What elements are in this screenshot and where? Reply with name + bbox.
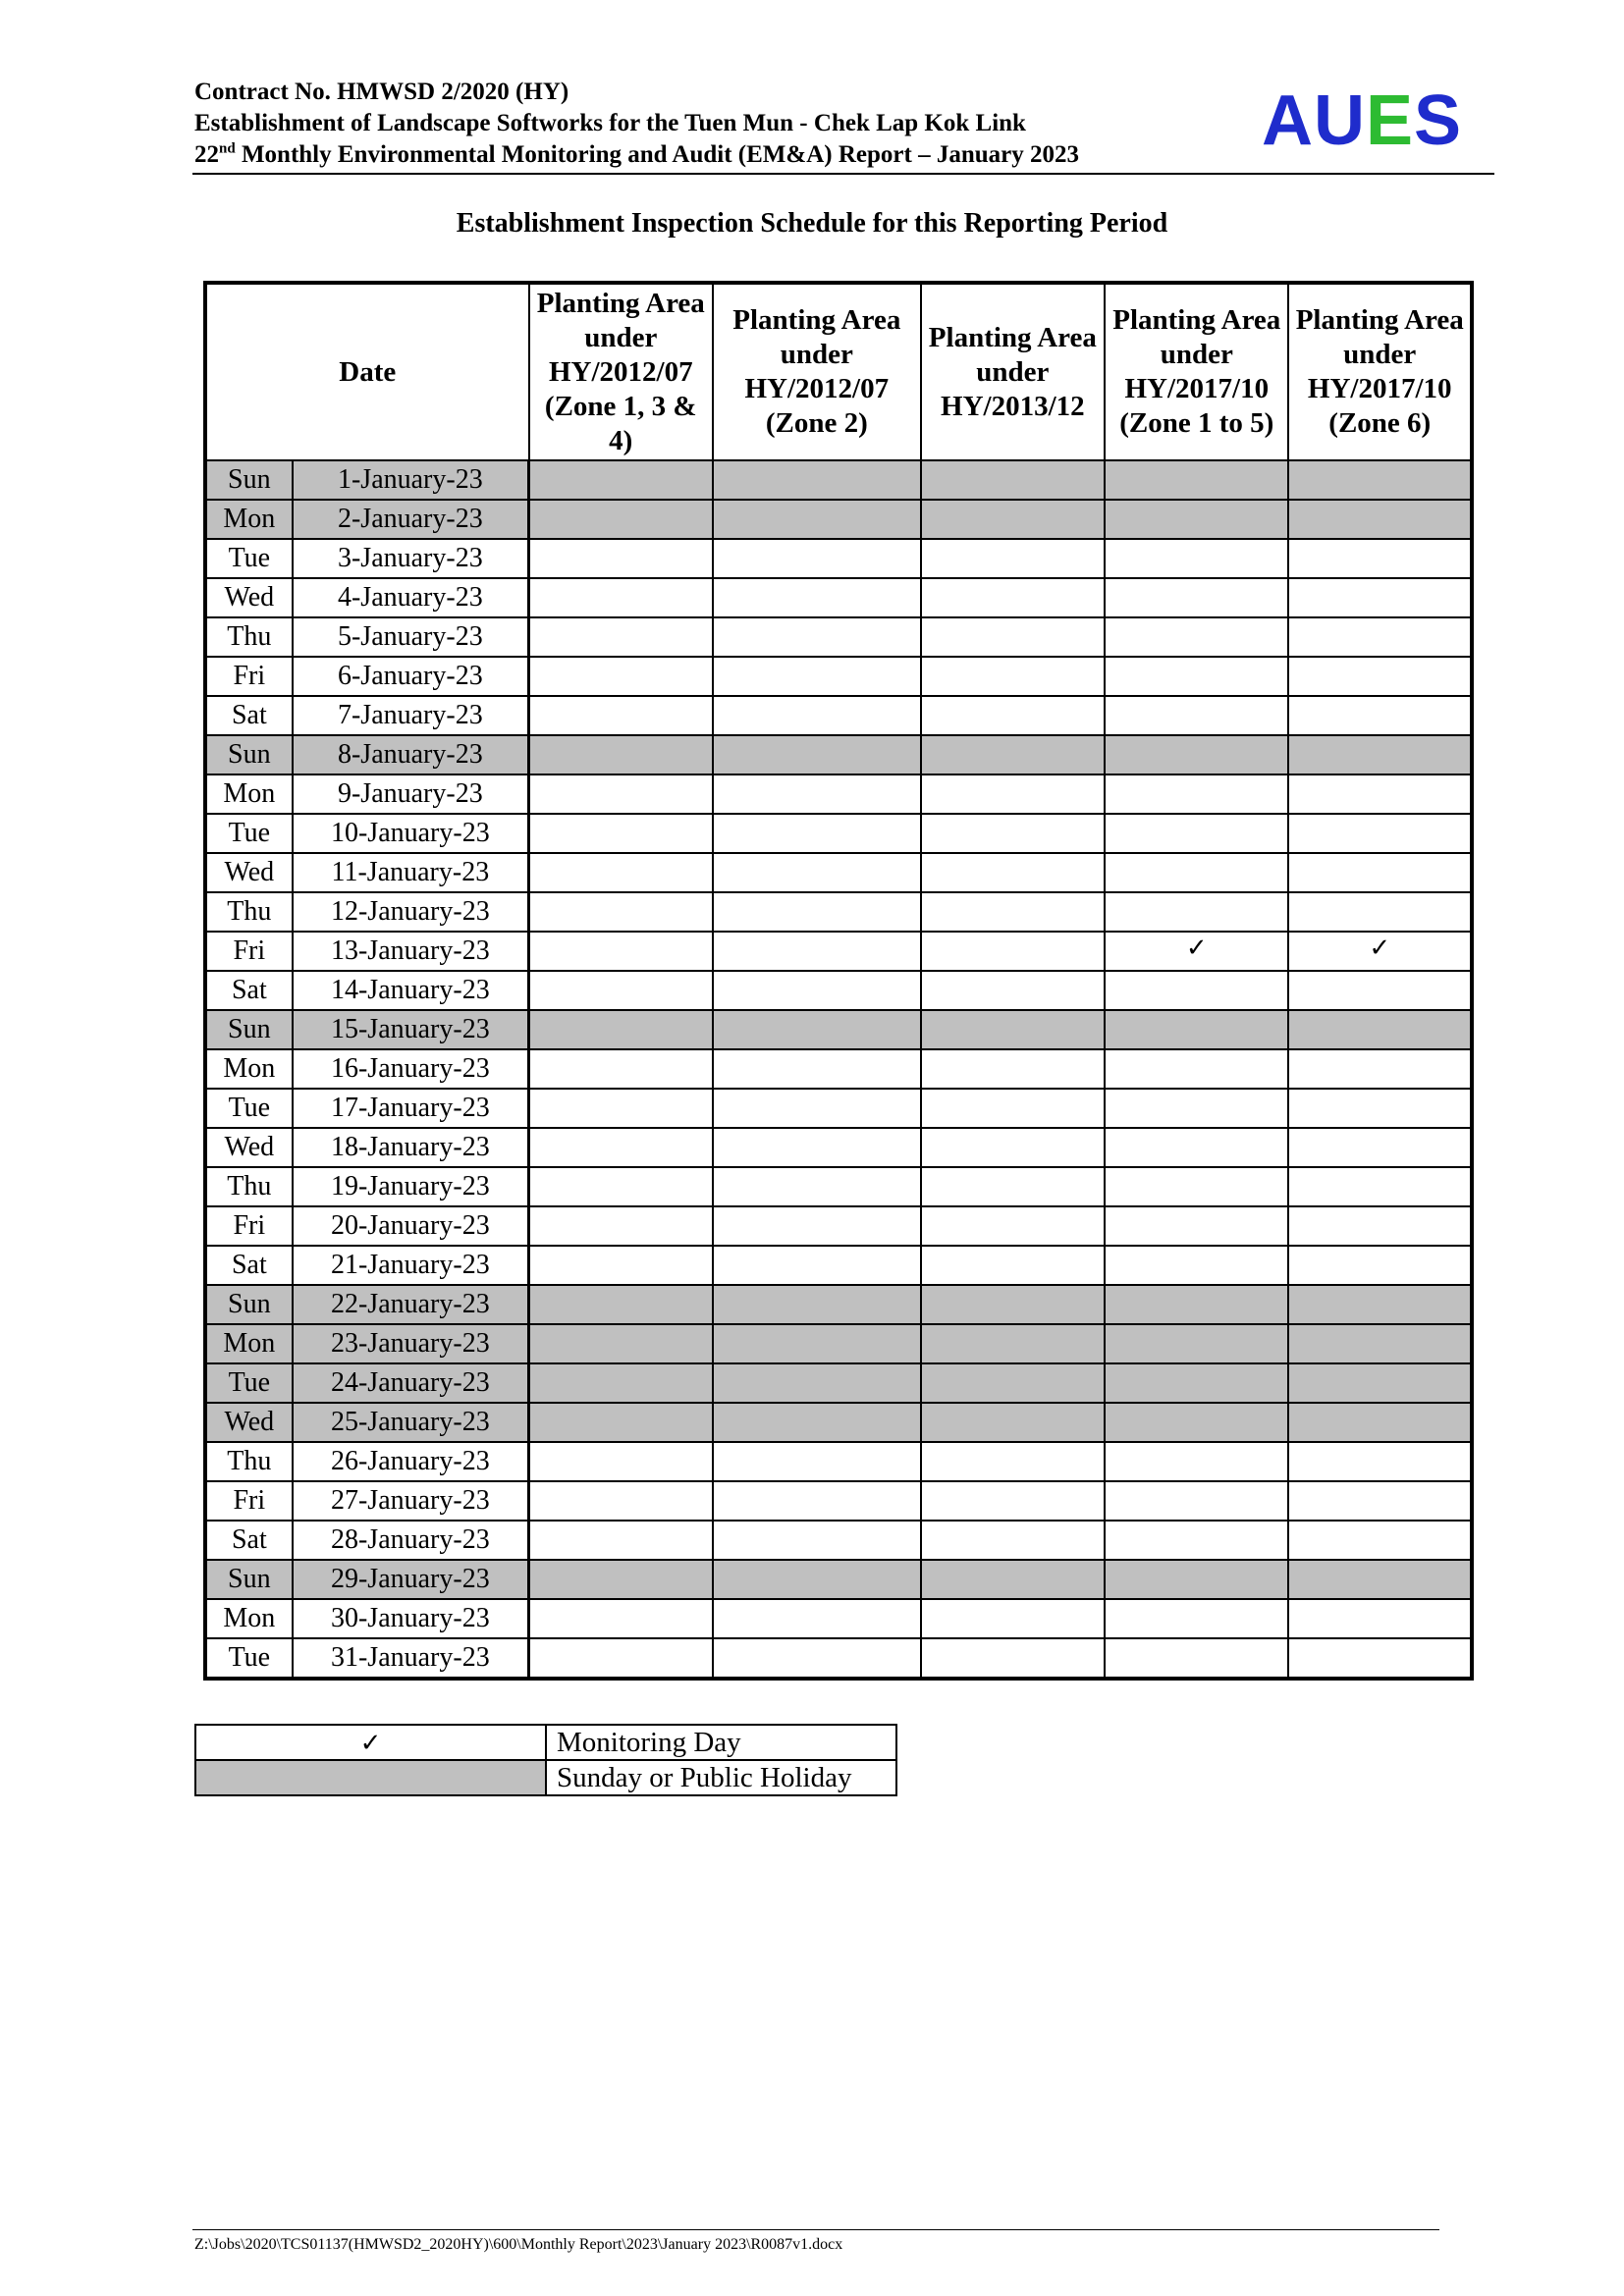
inspection-cell	[921, 578, 1105, 617]
inspection-cell	[713, 1638, 921, 1679]
day-of-week-cell: Wed	[205, 853, 293, 892]
table-row	[205, 1363, 1472, 1403]
table-row	[205, 814, 1472, 853]
footer-divider	[192, 2229, 1439, 2230]
inspection-cell	[1105, 1599, 1288, 1638]
day-of-week-cell: Tue	[205, 1363, 293, 1403]
inspection-cell	[921, 1089, 1105, 1128]
inspection-cell	[713, 1481, 921, 1521]
date-cell: 30-January-23	[293, 1599, 529, 1638]
inspection-cell	[713, 617, 921, 657]
inspection-cell	[713, 1089, 921, 1128]
table-row	[205, 1481, 1472, 1521]
inspection-cell	[1288, 1049, 1472, 1089]
inspection-cell	[713, 696, 921, 735]
inspection-cell	[1105, 696, 1288, 735]
inspection-cell	[529, 1324, 713, 1363]
inspection-cell	[921, 1363, 1105, 1403]
date-cell: 21-January-23	[293, 1246, 529, 1285]
inspection-cell	[921, 696, 1105, 735]
date-cell: 27-January-23	[293, 1481, 529, 1521]
table-row	[205, 657, 1472, 696]
day-of-week-cell: Tue	[205, 814, 293, 853]
inspection-cell	[1288, 1403, 1472, 1442]
inspection-cell	[921, 1049, 1105, 1089]
inspection-cell	[1288, 1010, 1472, 1049]
table-row	[205, 578, 1472, 617]
inspection-cell	[713, 932, 921, 971]
inspection-cell	[921, 1521, 1105, 1560]
inspection-cell	[529, 735, 713, 774]
document-header	[194, 77, 1255, 171]
legend-shade-label: Sunday or Public Holiday	[546, 1760, 896, 1795]
inspection-cell	[1105, 1089, 1288, 1128]
date-cell: 25-January-23	[293, 1403, 529, 1442]
inspection-cell	[529, 460, 713, 500]
inspection-cell	[713, 774, 921, 814]
inspection-cell	[529, 971, 713, 1010]
inspection-cell	[529, 1128, 713, 1167]
day-of-week-cell: Sun	[205, 460, 293, 500]
table-header-row	[205, 283, 1472, 460]
inspection-cell	[1288, 1285, 1472, 1324]
inspection-cell	[1288, 1638, 1472, 1679]
inspection-cell	[921, 735, 1105, 774]
column-header-hy201207-zone2: Planting Area under HY/2012/07 (Zone 2)	[713, 283, 921, 460]
inspection-cell	[713, 892, 921, 932]
inspection-cell	[921, 814, 1105, 853]
table-row	[205, 1285, 1472, 1324]
inspection-cell	[1105, 853, 1288, 892]
footer-file-path: Z:\Jobs\2020\TCS01137(HMWSD2_2020HY)\600\Monthly Report\2023\January 2023\R0087v1.docx	[194, 2236, 843, 2253]
day-of-week-cell: Wed	[205, 1128, 293, 1167]
table-row	[205, 460, 1472, 500]
day-of-week-cell: Sun	[205, 1560, 293, 1599]
inspection-cell	[1288, 774, 1472, 814]
inspection-cell	[1288, 1206, 1472, 1246]
date-cell: 5-January-23	[293, 617, 529, 657]
date-cell: 15-January-23	[293, 1010, 529, 1049]
date-cell: 24-January-23	[293, 1363, 529, 1403]
inspection-cell	[1288, 500, 1472, 539]
inspection-cell	[1288, 971, 1472, 1010]
day-of-week-cell: Tue	[205, 1089, 293, 1128]
inspection-cell	[529, 1049, 713, 1089]
table-row	[205, 1128, 1472, 1167]
date-cell: 11-January-23	[293, 853, 529, 892]
column-header-hy201710-zone1to5: Planting Area under HY/2017/10 (Zone 1 to 5)	[1105, 283, 1288, 460]
inspection-cell	[713, 1010, 921, 1049]
inspection-cell	[713, 1560, 921, 1599]
inspection-cell	[921, 1599, 1105, 1638]
legend-check-label: Monitoring Day	[546, 1725, 896, 1760]
table-row	[205, 1403, 1472, 1442]
day-of-week-cell: Sun	[205, 735, 293, 774]
table-row	[205, 539, 1472, 578]
inspection-cell	[713, 578, 921, 617]
inspection-cell	[713, 1599, 921, 1638]
day-of-week-cell: Wed	[205, 578, 293, 617]
day-of-week-cell: Fri	[205, 1206, 293, 1246]
inspection-cell	[713, 1246, 921, 1285]
inspection-cell	[1105, 1246, 1288, 1285]
inspection-cell	[1105, 1324, 1288, 1363]
inspection-cell	[921, 1638, 1105, 1679]
inspection-cell	[713, 1363, 921, 1403]
inspection-cell	[1105, 1010, 1288, 1049]
inspection-cell	[529, 1442, 713, 1481]
inspection-cell	[1105, 1560, 1288, 1599]
day-of-week-cell: Mon	[205, 774, 293, 814]
inspection-cell	[1288, 892, 1472, 932]
inspection-cell	[529, 853, 713, 892]
date-cell: 19-January-23	[293, 1167, 529, 1206]
check-icon: ✓	[1185, 934, 1208, 963]
table-row	[205, 1246, 1472, 1285]
inspection-cell	[529, 1638, 713, 1679]
date-cell: 29-January-23	[293, 1560, 529, 1599]
inspection-cell	[529, 578, 713, 617]
day-of-week-cell: Sat	[205, 971, 293, 1010]
date-cell: 6-January-23	[293, 657, 529, 696]
inspection-cell	[1288, 932, 1472, 971]
inspection-cell	[713, 735, 921, 774]
inspection-cell	[1288, 853, 1472, 892]
inspection-cell	[529, 1010, 713, 1049]
inspection-cell	[1105, 1206, 1288, 1246]
inspection-cell	[921, 657, 1105, 696]
inspection-cell	[529, 1521, 713, 1560]
inspection-cell	[713, 1049, 921, 1089]
date-cell: 22-January-23	[293, 1285, 529, 1324]
legend-row-monitoring	[195, 1725, 896, 1760]
inspection-cell	[529, 1403, 713, 1442]
inspection-cell	[529, 500, 713, 539]
day-of-week-cell: Mon	[205, 1324, 293, 1363]
report-number-suffix: nd	[219, 140, 236, 157]
day-of-week-cell: Thu	[205, 892, 293, 932]
date-cell: 23-January-23	[293, 1324, 529, 1363]
inspection-cell	[1288, 1128, 1472, 1167]
inspection-cell	[921, 1167, 1105, 1206]
inspection-cell	[1105, 1481, 1288, 1521]
inspection-cell	[529, 1089, 713, 1128]
logo-part-s: S	[1414, 81, 1463, 160]
inspection-cell	[1288, 814, 1472, 853]
table-row	[205, 1560, 1472, 1599]
inspection-cell	[1105, 735, 1288, 774]
inspection-cell	[921, 1206, 1105, 1246]
inspection-cell	[1105, 460, 1288, 500]
header-divider	[192, 173, 1494, 175]
inspection-cell	[921, 1560, 1105, 1599]
inspection-cell	[713, 1324, 921, 1363]
inspection-cell	[713, 1206, 921, 1246]
inspection-cell	[921, 500, 1105, 539]
inspection-cell	[1288, 1167, 1472, 1206]
day-of-week-cell: Mon	[205, 500, 293, 539]
inspection-cell	[1288, 735, 1472, 774]
table-row	[205, 1010, 1472, 1049]
table-row	[205, 774, 1472, 814]
table-row	[205, 1049, 1472, 1089]
date-cell: 26-January-23	[293, 1442, 529, 1481]
date-cell: 8-January-23	[293, 735, 529, 774]
table-row	[205, 617, 1472, 657]
inspection-cell	[529, 1167, 713, 1206]
report-number: 22	[194, 141, 219, 168]
column-header-hy201207-zone134: Planting Area under HY/2012/07 (Zone 1, 3 & 4)	[529, 283, 713, 460]
inspection-cell	[1288, 696, 1472, 735]
date-cell: 14-January-23	[293, 971, 529, 1010]
inspection-cell	[529, 1363, 713, 1403]
inspection-cell	[1105, 1049, 1288, 1089]
day-of-week-cell: Tue	[205, 539, 293, 578]
inspection-cell	[713, 814, 921, 853]
inspection-cell	[921, 1010, 1105, 1049]
inspection-cell	[1288, 1521, 1472, 1560]
date-cell: 31-January-23	[293, 1638, 529, 1679]
day-of-week-cell: Sun	[205, 1285, 293, 1324]
table-row	[205, 1521, 1472, 1560]
inspection-cell	[529, 774, 713, 814]
day-of-week-cell: Thu	[205, 1167, 293, 1206]
date-cell: 18-January-23	[293, 1128, 529, 1167]
legend-row-holiday	[195, 1760, 896, 1795]
inspection-cell	[1288, 460, 1472, 500]
report-title	[194, 139, 1255, 171]
day-of-week-cell: Mon	[205, 1599, 293, 1638]
inspection-cell	[1105, 1167, 1288, 1206]
legend-check-symbol	[195, 1725, 546, 1760]
inspection-cell	[1105, 578, 1288, 617]
table-row	[205, 1638, 1472, 1679]
table-row	[205, 1324, 1472, 1363]
table-row	[205, 892, 1472, 932]
inspection-cell	[713, 971, 921, 1010]
project-title: Establishment of Landscape Softworks for the Tuen Mun - Chek Lap Kok Link	[194, 110, 1026, 136]
legend-table	[194, 1724, 897, 1796]
column-header-hy201312: Planting Area under HY/2013/12	[921, 283, 1105, 460]
inspection-cell	[1105, 539, 1288, 578]
inspection-cell	[921, 1285, 1105, 1324]
date-cell: 28-January-23	[293, 1521, 529, 1560]
contract-number: Contract No. HMWSD 2/2020 (HY)	[194, 79, 569, 105]
date-cell: 9-January-23	[293, 774, 529, 814]
date-cell: 4-January-23	[293, 578, 529, 617]
day-of-week-cell: Wed	[205, 1403, 293, 1442]
inspection-cell	[1288, 539, 1472, 578]
table-row	[205, 932, 1472, 971]
inspection-cell	[921, 774, 1105, 814]
inspection-cell	[1105, 1403, 1288, 1442]
inspection-cell	[529, 814, 713, 853]
inspection-cell	[1105, 1363, 1288, 1403]
inspection-cell	[529, 617, 713, 657]
inspection-cell	[1105, 932, 1288, 971]
date-cell: 2-January-23	[293, 500, 529, 539]
report-title-rest: Monthly Environmental Monitoring and Audit (EM&A) Report – January 2023	[235, 141, 1079, 168]
inspection-cell	[713, 1285, 921, 1324]
date-cell: 3-January-23	[293, 539, 529, 578]
inspection-cell	[1288, 1599, 1472, 1638]
inspection-cell	[921, 539, 1105, 578]
table-row	[205, 971, 1472, 1010]
inspection-cell	[1105, 892, 1288, 932]
inspection-cell	[1105, 814, 1288, 853]
table-body	[205, 460, 1472, 1679]
date-cell: 13-January-23	[293, 932, 529, 971]
table-row	[205, 1206, 1472, 1246]
date-cell: 7-January-23	[293, 696, 529, 735]
inspection-cell	[713, 1521, 921, 1560]
aues-logo	[1262, 82, 1462, 159]
inspection-cell	[713, 1167, 921, 1206]
inspection-cell	[921, 460, 1105, 500]
inspection-cell	[1105, 500, 1288, 539]
inspection-cell	[1105, 971, 1288, 1010]
day-of-week-cell: Sun	[205, 1010, 293, 1049]
inspection-cell	[713, 460, 921, 500]
logo-part-au: AU	[1262, 81, 1366, 160]
inspection-schedule-table	[203, 281, 1474, 1681]
column-header-hy201710-zone6: Planting Area under HY/2017/10 (Zone 6)	[1288, 283, 1472, 460]
date-cell: 10-January-23	[293, 814, 529, 853]
inspection-cell	[1105, 1638, 1288, 1679]
inspection-cell	[921, 1128, 1105, 1167]
date-cell: 16-January-23	[293, 1049, 529, 1089]
day-of-week-cell: Sat	[205, 1521, 293, 1560]
table-row	[205, 1167, 1472, 1206]
inspection-cell	[529, 1206, 713, 1246]
table-row	[205, 853, 1472, 892]
table-row	[205, 735, 1472, 774]
inspection-cell	[1288, 578, 1472, 617]
date-cell: 1-January-23	[293, 460, 529, 500]
inspection-cell	[529, 1560, 713, 1599]
inspection-cell	[1288, 1442, 1472, 1481]
inspection-cell	[921, 1246, 1105, 1285]
page-title: Establishment Inspection Schedule for this Reporting Period	[456, 208, 1168, 239]
column-header-date: Date	[205, 283, 529, 460]
inspection-cell	[1105, 1285, 1288, 1324]
day-of-week-cell: Tue	[205, 1638, 293, 1679]
check-icon: ✓	[359, 1728, 382, 1758]
inspection-cell	[529, 892, 713, 932]
inspection-cell	[713, 500, 921, 539]
inspection-cell	[921, 617, 1105, 657]
inspection-cell	[1288, 657, 1472, 696]
inspection-cell	[921, 1403, 1105, 1442]
day-of-week-cell: Sat	[205, 1246, 293, 1285]
inspection-cell	[713, 853, 921, 892]
inspection-cell	[921, 1324, 1105, 1363]
inspection-cell	[529, 657, 713, 696]
inspection-cell	[921, 853, 1105, 892]
inspection-cell	[1105, 617, 1288, 657]
inspection-cell	[529, 696, 713, 735]
inspection-cell	[529, 1599, 713, 1638]
inspection-cell	[529, 1481, 713, 1521]
date-cell: 17-January-23	[293, 1089, 529, 1128]
table-row	[205, 1599, 1472, 1638]
day-of-week-cell: Mon	[205, 1049, 293, 1089]
inspection-cell	[529, 1246, 713, 1285]
inspection-cell	[1288, 1324, 1472, 1363]
inspection-cell	[921, 1442, 1105, 1481]
inspection-cell	[1288, 1481, 1472, 1521]
date-cell: 20-January-23	[293, 1206, 529, 1246]
inspection-cell	[713, 1442, 921, 1481]
inspection-cell	[713, 539, 921, 578]
inspection-cell	[1105, 1442, 1288, 1481]
inspection-cell	[1105, 774, 1288, 814]
inspection-cell	[1288, 1363, 1472, 1403]
inspection-cell	[1105, 657, 1288, 696]
inspection-cell	[921, 1481, 1105, 1521]
inspection-cell	[921, 932, 1105, 971]
inspection-cell	[921, 892, 1105, 932]
inspection-cell	[713, 1128, 921, 1167]
inspection-cell	[1288, 1089, 1472, 1128]
inspection-cell	[529, 539, 713, 578]
inspection-cell	[529, 932, 713, 971]
day-of-week-cell: Fri	[205, 1481, 293, 1521]
inspection-cell	[1105, 1128, 1288, 1167]
inspection-cell	[1288, 1560, 1472, 1599]
inspection-cell	[713, 657, 921, 696]
inspection-cell	[713, 1403, 921, 1442]
day-of-week-cell: Fri	[205, 657, 293, 696]
inspection-cell	[921, 971, 1105, 1010]
day-of-week-cell: Fri	[205, 932, 293, 971]
legend-shade-swatch	[195, 1760, 546, 1795]
day-of-week-cell: Thu	[205, 617, 293, 657]
logo-part-e: E	[1366, 81, 1415, 160]
table-row	[205, 500, 1472, 539]
inspection-cell	[1288, 617, 1472, 657]
day-of-week-cell: Thu	[205, 1442, 293, 1481]
date-cell: 12-January-23	[293, 892, 529, 932]
inspection-cell	[1288, 1246, 1472, 1285]
table-row	[205, 696, 1472, 735]
table-row	[205, 1442, 1472, 1481]
inspection-cell	[1105, 1521, 1288, 1560]
day-of-week-cell: Sat	[205, 696, 293, 735]
table-row	[205, 1089, 1472, 1128]
check-icon: ✓	[1369, 934, 1391, 963]
inspection-cell	[529, 1285, 713, 1324]
